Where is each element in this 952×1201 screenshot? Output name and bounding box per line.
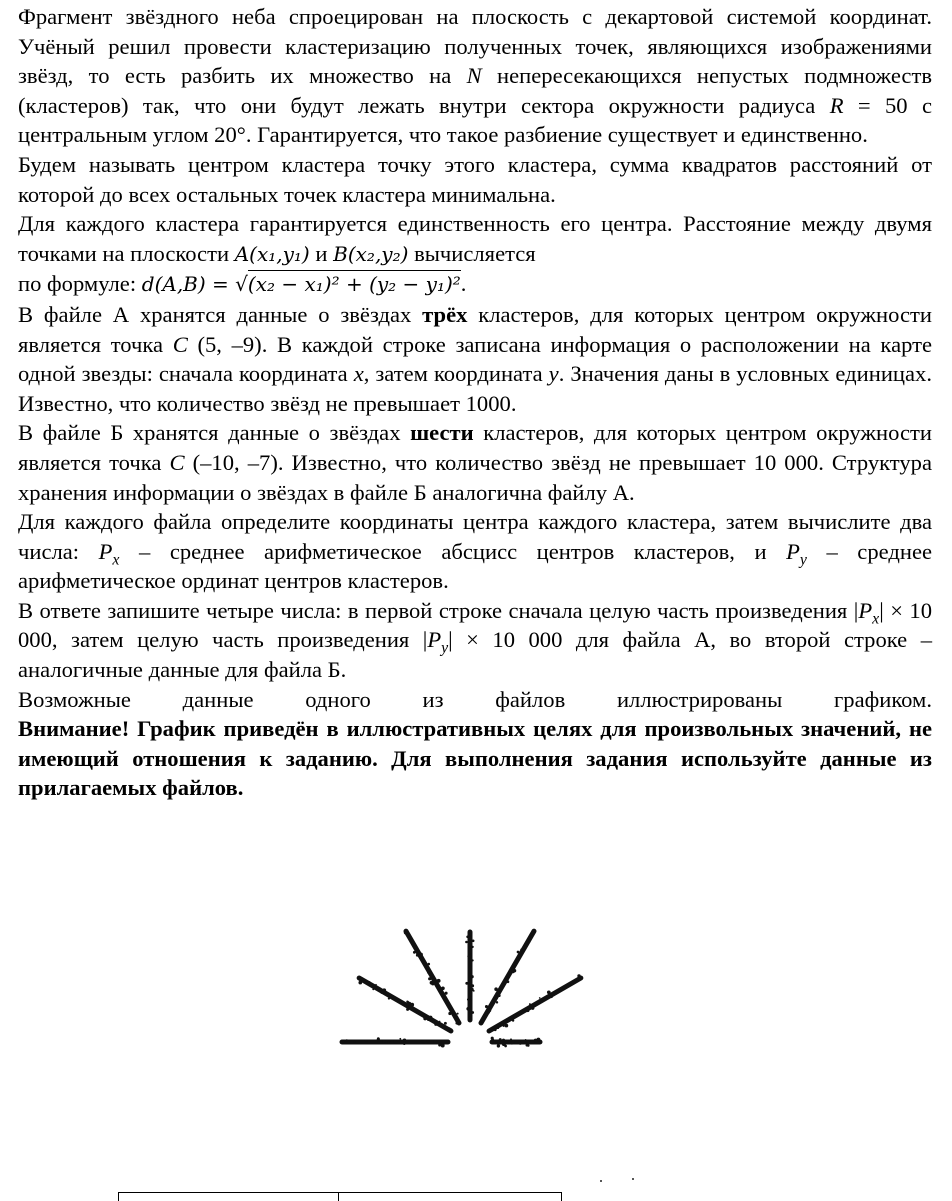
p6-text-a: Для каждого файла определите координаты центра каждого кластера, затем вычислите два числа: — [18, 509, 932, 564]
star-point — [479, 1021, 481, 1023]
star-point — [428, 977, 431, 980]
star-point — [519, 1042, 522, 1045]
star-point — [369, 981, 371, 983]
star-point — [507, 980, 510, 983]
star-point — [516, 1013, 518, 1015]
star-point — [471, 973, 473, 975]
p5-text-b: кластеров, для которых центром окружности является точка — [18, 420, 932, 475]
p4-var-x: x — [353, 361, 364, 387]
star-point — [534, 1004, 536, 1006]
cluster-ray — [491, 1037, 541, 1048]
p4-text-e: . Значения даны в условных единицах. Известно, что количество звёзд не превышает 1000. — [18, 361, 932, 416]
star-point — [531, 1006, 534, 1009]
star-point — [445, 992, 448, 995]
p5-bold: шести — [410, 420, 474, 446]
paragraph-4 — [18, 300, 932, 418]
star-point — [499, 1038, 502, 1041]
star-point — [469, 935, 471, 937]
star-point — [437, 979, 441, 983]
star-point — [382, 988, 386, 992]
star-point — [497, 1044, 500, 1047]
star-point — [372, 988, 374, 990]
star-point — [520, 948, 522, 950]
star-point — [441, 1044, 445, 1048]
star-point — [519, 953, 522, 956]
star-point — [539, 997, 541, 999]
star-point — [358, 981, 362, 985]
star-point — [466, 936, 469, 939]
star-point — [472, 959, 474, 961]
star-point — [528, 1039, 530, 1041]
p4-var-y: y — [548, 361, 559, 387]
star-point — [457, 1013, 459, 1015]
star-point — [378, 1038, 380, 1040]
star-point — [526, 943, 528, 945]
p7-text-a: В ответе запишите четыре числа: в первой строке сначала целую часть произведения | — [18, 597, 859, 623]
star-point — [439, 1021, 441, 1023]
p1-text-a: Фрагмент звёздного неба спроецирован на плоскость с декартовой системой координат. Учёный решил провести кластеризацию полученных точек, являющихся изображениями звёзд, то есть разбить их множество на — [18, 4, 932, 89]
star-point — [510, 1038, 512, 1040]
star-point — [511, 1015, 514, 1018]
star-point — [423, 1017, 427, 1021]
star-point — [429, 1016, 433, 1020]
star-point — [399, 1038, 401, 1040]
star-point — [468, 939, 471, 942]
star-point — [419, 953, 423, 957]
paragraph-3 — [18, 209, 932, 300]
p1-var-r: R — [829, 92, 844, 118]
star-point — [471, 946, 473, 948]
p4-point-c: C — [172, 331, 188, 357]
star-point — [472, 940, 475, 943]
star-point — [494, 987, 498, 991]
star-point — [536, 1001, 540, 1005]
p8-text-a: Возможные данные одного из файлов иллюстрированы графиком. — [18, 686, 932, 712]
star-point — [428, 963, 431, 966]
star-point — [495, 1041, 497, 1043]
star-point — [431, 982, 434, 985]
p1-var-n: N — [466, 63, 482, 89]
distance-formula-lhs: d(A,B) = — [141, 272, 236, 297]
star-point — [550, 995, 553, 998]
star-point — [505, 1024, 509, 1028]
paragraph-8-bold — [18, 714, 932, 803]
cluster-ray — [465, 932, 475, 1020]
star-point — [527, 1044, 530, 1047]
star-point — [470, 1000, 472, 1002]
star-point — [467, 954, 471, 958]
p7-var-px-sub: x — [872, 610, 880, 628]
paragraph-7 — [18, 596, 932, 685]
star-point — [456, 1016, 459, 1019]
star-point — [514, 1041, 517, 1044]
star-point — [441, 986, 445, 990]
star-point — [491, 1037, 494, 1040]
paragraph-5 — [18, 418, 932, 507]
p3-text-c: по формуле: — [18, 271, 142, 297]
star-point — [413, 951, 416, 954]
star-point — [433, 1040, 437, 1044]
star-point — [485, 1005, 488, 1008]
sqrt-sign: √ — [235, 272, 248, 297]
p1-text-b: непересекающихся непустых подмножеств (кластеров) так, что они будут лежать внутри сектора окружности радиуса — [18, 63, 932, 118]
stray-dot — [600, 1180, 602, 1182]
star-point — [487, 1008, 491, 1012]
star-point — [512, 970, 515, 973]
star-point — [575, 979, 577, 981]
star-point — [382, 1039, 385, 1042]
star-point — [403, 1039, 406, 1042]
star-point — [365, 1040, 367, 1042]
star-point — [407, 1001, 409, 1003]
p6-text-b: – среднее арифметическое абсцисс центров кластеров, и — [119, 538, 787, 564]
star-point — [471, 975, 474, 978]
star-point — [416, 954, 419, 957]
star-point — [496, 1001, 498, 1003]
p7-text-b: | × 10 000, затем целую часть произведения | — [18, 597, 933, 653]
p1-text-c: = 50 с центральным углом 20°. Гарантируется, что такое разбиение существует и единственно. — [18, 92, 932, 148]
star-point — [435, 983, 438, 986]
point-b-formula: B(x₂,y₂) — [333, 241, 409, 266]
p3-text-b: вычисляется — [408, 240, 536, 266]
stray-dot — [632, 1178, 634, 1180]
clusters-chart-svg — [330, 862, 630, 1062]
star-point — [502, 1042, 506, 1046]
table-top-edge — [118, 1192, 560, 1200]
task-text — [18, 2, 932, 803]
star-point — [503, 1025, 505, 1027]
star-point — [342, 1041, 344, 1043]
star-point — [439, 1044, 441, 1046]
star-point — [469, 1016, 471, 1018]
p4-text-c: (5, –9). В каждой строке записана информация о расположении на карте одной звезды: сначала координата — [18, 331, 932, 387]
p6-var-py-sub: y — [799, 551, 807, 569]
p6-var-px: P — [98, 538, 113, 564]
star-point — [469, 996, 472, 999]
star-point — [448, 1012, 451, 1015]
p7-var-py-sub: y — [441, 639, 449, 657]
star-point — [422, 1042, 424, 1044]
star-point — [388, 998, 390, 1000]
p4-bold: трёх — [422, 301, 468, 327]
star-point — [406, 1008, 409, 1011]
star-point — [515, 961, 517, 963]
star-point — [444, 1022, 447, 1025]
paragraph-2: Будем называть центром кластера точку этого кластера, сумма квадратов расстояний от которой до всех остальных точек кластера минимальна. — [18, 151, 932, 207]
star-point — [497, 1026, 499, 1028]
star-point — [455, 1022, 458, 1025]
warning-bold-text: Внимание! График приведён в иллюстративных целях для произвольных значений, не имеющий отношения к заданию. Для выполнения задания используйте данные из прилагаемых файлов. — [18, 716, 932, 801]
star-point — [467, 998, 469, 1000]
star-point — [512, 966, 514, 968]
p4-text-b: кластеров, для которых центром окружности является точка — [18, 301, 932, 357]
p6-text-c: – среднее арифметическое ординат центров кластеров. — [18, 538, 932, 594]
p4-text-d: , затем координата — [363, 361, 549, 387]
star-point — [496, 997, 498, 999]
star-point — [465, 941, 468, 944]
star-point — [494, 1028, 497, 1031]
star-point — [512, 1019, 514, 1021]
star-point — [434, 1023, 437, 1026]
paragraph-6 — [18, 507, 932, 596]
paragraph-8 — [18, 685, 932, 715]
star-point — [526, 1009, 530, 1013]
star-point — [409, 939, 412, 942]
p3-text-end: . — [460, 271, 467, 297]
star-point — [526, 1043, 528, 1045]
star-point — [517, 951, 520, 954]
p6-var-px-sub: x — [112, 551, 120, 569]
star-point — [353, 1041, 355, 1043]
p5-text-a: В файле Б хранятся данные о звёздах — [18, 420, 411, 446]
star-point — [497, 990, 500, 993]
p6-var-py: P — [786, 538, 800, 564]
p3-text-a: Для каждого кластера гарантируется единственность его центра. Расстояние между двумя точками на плоскости — [18, 211, 932, 266]
star-point — [498, 994, 501, 997]
star-point — [449, 1028, 452, 1031]
star-point — [502, 1039, 505, 1042]
star-point — [470, 988, 473, 991]
distance-formula-radicand: (x₂ − x₁)² + (y₂ − y₁)² — [247, 272, 461, 297]
star-point — [550, 993, 552, 995]
star-point — [419, 957, 421, 959]
star-point — [577, 974, 580, 977]
star-point — [499, 1025, 501, 1027]
star-point — [530, 933, 532, 935]
p5-text-c: (–10, –7). Известно, что количество звёзд не превышает 10 000. Структура хранения информации о звёздах в файле Б аналогична файлу А. — [18, 449, 933, 505]
star-point — [345, 1039, 348, 1042]
point-a-formula: A(x₁,y₁) — [234, 241, 310, 266]
p7-var-px: P — [858, 597, 873, 623]
p4-text-a: В файле А хранятся данные о звёздах — [18, 301, 423, 327]
star-point — [427, 1040, 430, 1043]
star-point — [389, 1040, 391, 1042]
star-point — [471, 1011, 473, 1013]
paragraph-1 — [18, 2, 932, 150]
star-point — [510, 1041, 514, 1045]
cluster-ray — [342, 1037, 448, 1047]
star-point — [466, 1007, 470, 1011]
p7-text-c: | × 10 000 для файла А, во второй строке – аналогичные данные для файла Б. — [18, 627, 932, 683]
star-point — [471, 984, 474, 987]
star-point — [465, 982, 468, 985]
star-point — [404, 932, 406, 934]
star-point — [533, 1040, 535, 1042]
star-point — [529, 1003, 531, 1005]
star-point — [427, 971, 430, 974]
star-point — [452, 1012, 455, 1015]
star-point — [546, 997, 548, 999]
star-point — [403, 1042, 406, 1045]
p5-point-c: C — [169, 449, 185, 475]
p3-text-mid: и — [309, 240, 334, 266]
star-point — [375, 984, 377, 986]
star-point — [394, 1040, 398, 1044]
star-point — [525, 1039, 527, 1041]
star-point — [427, 1019, 429, 1021]
p7-var-py: P — [427, 627, 442, 653]
star-point — [376, 1039, 378, 1041]
star-point — [528, 941, 530, 943]
clusters-illustration — [330, 862, 630, 1062]
